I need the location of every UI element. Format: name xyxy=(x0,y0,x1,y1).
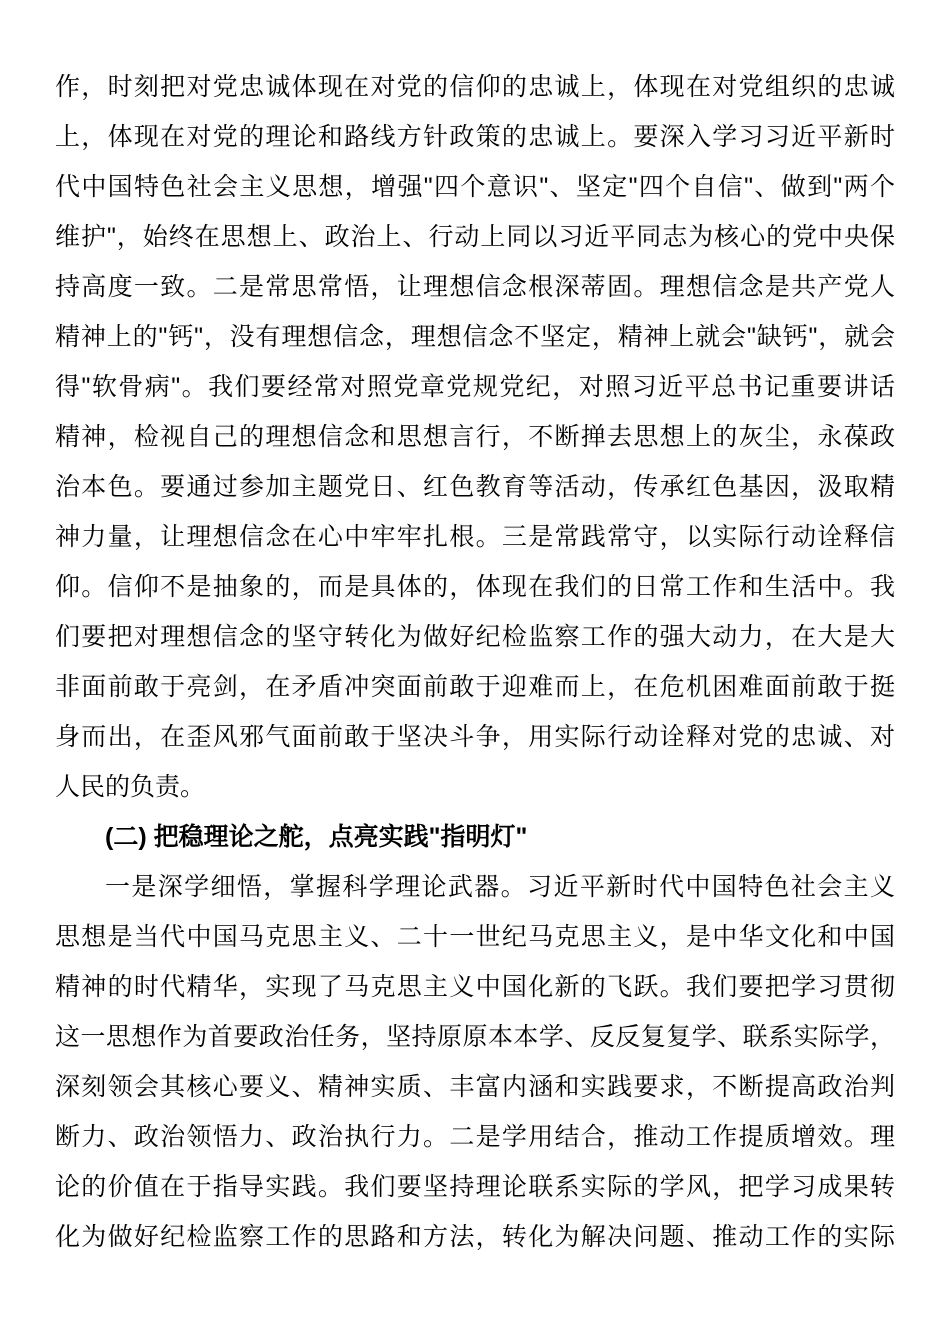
text-line: 神力量，让理想信念在心中牢牢扎根。三是常践常守，以实际行动诠释信 xyxy=(55,523,895,551)
text-line: 持高度一致。二是常思常悟，让理想信念根深蒂固。理想信念是共产党人 xyxy=(55,273,895,301)
text-line: 仰。信仰不是抽象的，而是具体的，体现在我们的日常工作和生活中。我 xyxy=(55,573,895,601)
text-line: 断力、政治领悟力、政治执行力。二是学用结合，推动工作提质增效。理 xyxy=(55,1123,895,1151)
text-line: 深刻领会其核心要义、精神实质、丰富内涵和实践要求，不断提高政治判 xyxy=(55,1073,895,1101)
document-body xyxy=(55,62,895,1262)
section-heading: (二) 把稳理论之舵，点亮实践"指明灯" xyxy=(105,823,528,851)
text-line: 论的价值在于指导实践。我们要坚持理论联系实际的学风，把学习成果转 xyxy=(55,1173,895,1201)
text-line: 身而出，在歪风邪气面前敢于坚决斗争，用实际行动诠释对党的忠诚、对 xyxy=(55,723,895,751)
text-line: 精神，检视自己的理想信念和思想言行，不断掸去思想上的灰尘，永葆政 xyxy=(55,423,895,451)
text-line: 代中国特色社会主义思想，增强"四个意识"、坚定"四个自信"、做到"两个 xyxy=(55,173,895,201)
text-line: 维护"，始终在思想上、政治上、行动上同以习近平同志为核心的党中央保 xyxy=(55,223,895,251)
text-line: 精神上的"钙"，没有理想信念，理想信念不坚定，精神上就会"缺钙"，就会 xyxy=(55,323,895,351)
text-line: 化为做好纪检监察工作的思路和方法，转化为解决问题、推动工作的实际 xyxy=(55,1223,895,1251)
text-line: 们要把对理想信念的坚守转化为做好纪检监察工作的强大动力，在大是大 xyxy=(55,623,895,651)
text-line: 治本色。要通过参加主题党日、红色教育等活动，传承红色基因，汲取精 xyxy=(55,473,895,501)
text-line: 精神的时代精华，实现了马克思主义中国化新的飞跃。我们要把学习贯彻 xyxy=(55,973,895,1001)
text-line: 得"软骨病"。我们要经常对照党章党规党纪，对照习近平总书记重要讲话 xyxy=(55,373,895,401)
text-line: 这一思想作为首要政治任务，坚持原原本本学、反反复复学、联系实际学， xyxy=(55,1023,895,1051)
text-line: 非面前敢于亮剑，在矛盾冲突面前敢于迎难而上，在危机困难面前敢于挺 xyxy=(55,673,895,701)
text-line: 上，体现在对党的理论和路线方针政策的忠诚上。要深入学习习近平新时 xyxy=(55,123,895,151)
text-line: 人民的负责。 xyxy=(55,773,206,801)
text-line: 思想是当代中国马克思主义、二十一世纪马克思主义，是中华文化和中国 xyxy=(55,923,895,951)
text-line: 作，时刻把对党忠诚体现在对党的信仰的忠诚上，体现在对党组织的忠诚 xyxy=(55,73,895,101)
text-line: 一是深学细悟，掌握科学理论武器。习近平新时代中国特色社会主义 xyxy=(105,873,895,901)
